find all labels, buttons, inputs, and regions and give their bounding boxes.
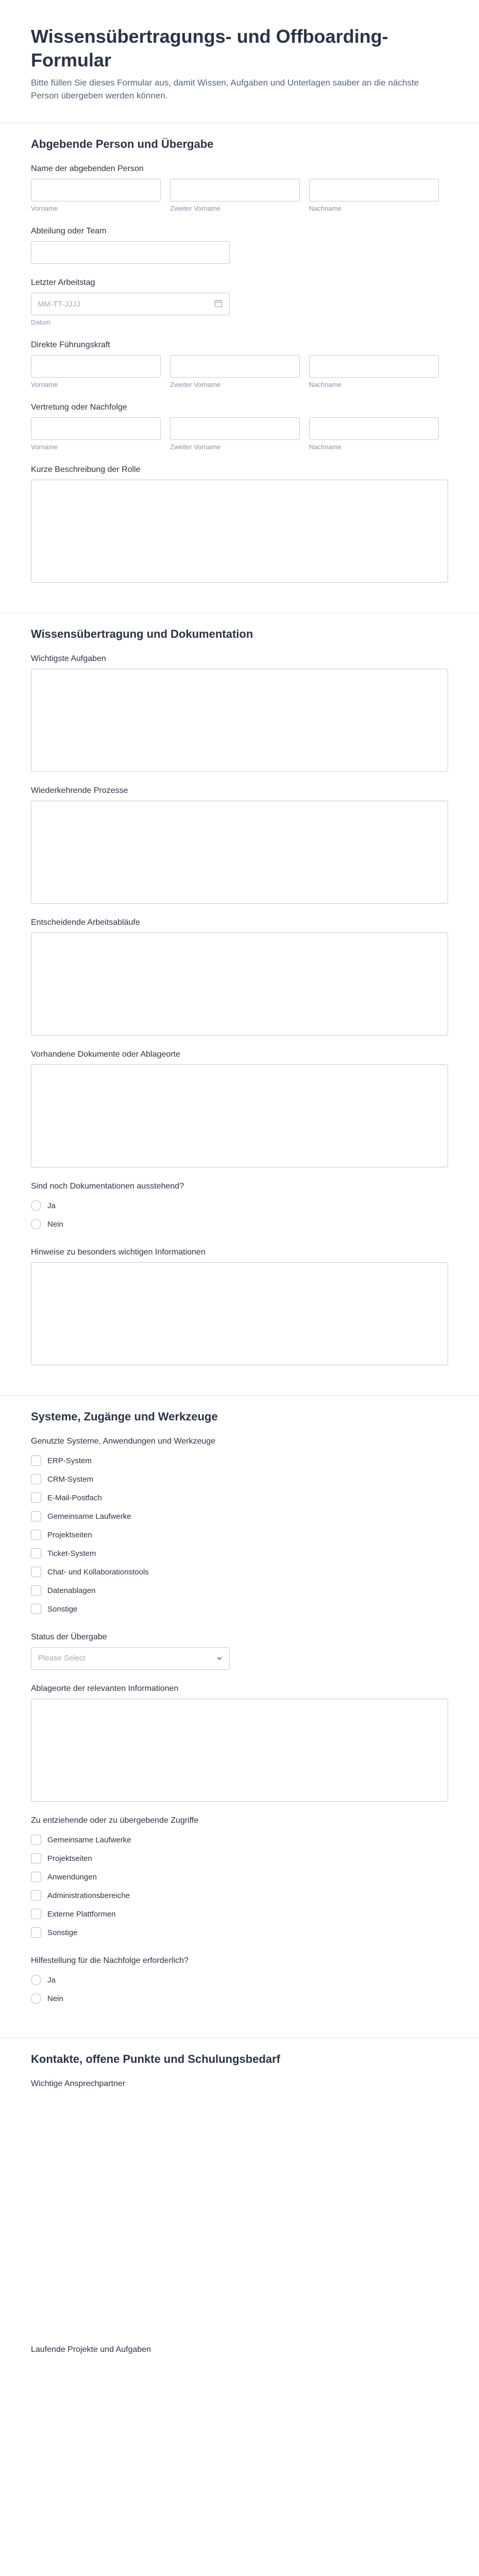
field-label: Vertretung oder Nachfolge xyxy=(31,403,127,412)
radio-button[interactable] xyxy=(31,1219,41,1229)
field-label: Status der Übergabe xyxy=(31,1633,107,1641)
field-label: Hinweise zu besonders wichtigen Informationen xyxy=(31,1248,206,1257)
department-field xyxy=(31,227,448,264)
field-label: Zu entziehende oder zu übergebende Zugriffe xyxy=(31,1816,199,1825)
checkbox[interactable] xyxy=(31,1585,41,1596)
status-field xyxy=(31,1633,448,1670)
first-name-input[interactable] xyxy=(31,179,161,201)
field-label: Kurze Beschreibung der Rolle xyxy=(31,465,141,474)
radio-button[interactable] xyxy=(31,1993,41,2004)
checkbox-option[interactable] xyxy=(31,1451,448,1470)
checkbox[interactable] xyxy=(31,1474,41,1484)
important-notes-textarea[interactable] xyxy=(31,1262,448,1365)
checkbox-option[interactable] xyxy=(31,1905,448,1923)
sublabel: Nachname xyxy=(309,205,341,212)
checkbox[interactable] xyxy=(31,1853,41,1863)
field-label: Wichtigste Aufgaben xyxy=(31,654,106,663)
section-systems xyxy=(0,1396,479,2038)
status-select-value: Please Select xyxy=(38,1654,85,1663)
checkbox[interactable] xyxy=(31,1567,41,1577)
checkbox[interactable] xyxy=(31,1530,41,1540)
form-header xyxy=(0,0,479,123)
option-label: Projektseiten xyxy=(47,1854,92,1863)
tasks-field xyxy=(31,654,448,772)
contacts-blank-area xyxy=(31,2094,448,2331)
last-day-input[interactable] xyxy=(31,293,230,315)
systems-checkbox-list xyxy=(31,1451,448,1618)
checkbox-option[interactable] xyxy=(31,1470,448,1488)
option-label: Sonstige xyxy=(47,1604,78,1614)
name-field xyxy=(31,164,448,212)
sublabel: Vorname xyxy=(31,381,58,388)
important-notes-field xyxy=(31,1248,448,1365)
checkbox-option[interactable] xyxy=(31,1600,448,1618)
field-label: Genutzte Systeme, Anwendungen und Werkzeuge xyxy=(31,1437,216,1446)
tasks-textarea[interactable] xyxy=(31,669,448,772)
pending-docs-field xyxy=(31,1182,448,1233)
section-knowledge xyxy=(0,613,479,1396)
checkbox[interactable] xyxy=(31,1511,41,1521)
option-label: Sonstige xyxy=(47,1928,78,1937)
section-title: Kontakte, offene Punkte und Schulungsbedarf xyxy=(31,2053,281,2065)
checkbox[interactable] xyxy=(31,1872,41,1882)
systems-field xyxy=(31,1437,448,1618)
successor-first-name-input[interactable] xyxy=(31,417,161,440)
checkbox[interactable] xyxy=(31,1455,41,1466)
option-label: Datenablagen xyxy=(47,1586,96,1595)
checkbox-option[interactable] xyxy=(31,1563,448,1581)
field-label: Entscheidende Arbeitsabläufe xyxy=(31,918,140,927)
option-label: Anwendungen xyxy=(47,1872,97,1882)
form-title: Wissensübertragungs- und Offboarding-Formular xyxy=(31,26,388,71)
last-name-input[interactable] xyxy=(309,179,439,201)
documents-field xyxy=(31,1050,448,1167)
workflows-textarea[interactable] xyxy=(31,933,448,1036)
successor-field xyxy=(31,403,448,451)
field-label: Laufende Projekte und Aufgaben xyxy=(31,2345,151,2354)
option-label: Gemeinsame Laufwerke xyxy=(47,1512,131,1521)
sublabel: Zweiter Vorname xyxy=(170,443,221,451)
middle-name-input[interactable] xyxy=(170,179,300,201)
option-label: Gemeinsame Laufwerke xyxy=(47,1835,131,1844)
option-label: ERP-System xyxy=(47,1456,92,1465)
sublabel: Nachname xyxy=(309,381,341,388)
storage-textarea[interactable] xyxy=(31,1699,448,1802)
sublabel: Zweiter Vorname xyxy=(170,205,221,212)
checkbox[interactable] xyxy=(31,1493,41,1503)
checkbox-option[interactable] xyxy=(31,1507,448,1526)
checkbox[interactable] xyxy=(31,1890,41,1901)
checkbox-option[interactable] xyxy=(31,1886,448,1905)
checkbox[interactable] xyxy=(31,1909,41,1919)
field-label: Abteilung oder Team xyxy=(31,227,107,235)
sublabel: Nachname xyxy=(309,443,341,451)
option-label: CRM-System xyxy=(47,1475,94,1484)
option-label: Externe Plattformen xyxy=(47,1909,116,1919)
option-label: Chat- und Kollaborationstools xyxy=(47,1567,149,1577)
field-label: Sind noch Dokumentationen ausstehend? xyxy=(31,1182,184,1191)
checkbox-option[interactable] xyxy=(31,1923,448,1942)
radio-option-yes[interactable] xyxy=(31,1971,448,1989)
section-title: Wissensübertragung und Dokumentation xyxy=(31,628,253,640)
manager-field xyxy=(31,341,448,388)
sublabel: Vorname xyxy=(31,443,58,451)
role-textarea[interactable] xyxy=(31,480,448,583)
manager-middle-name-input[interactable] xyxy=(170,355,300,378)
field-label: Direkte Führungskraft xyxy=(31,341,110,349)
checkbox[interactable] xyxy=(31,1604,41,1614)
field-label: Name der abgebenden Person xyxy=(31,164,144,173)
option-label: Ja xyxy=(47,1975,56,1985)
last-day-field xyxy=(31,278,448,326)
help-field xyxy=(31,1956,448,2008)
radio-option-no[interactable] xyxy=(31,1215,448,1233)
radio-button[interactable] xyxy=(31,1200,41,1211)
checkbox[interactable] xyxy=(31,1927,41,1938)
access-field xyxy=(31,1816,448,1942)
successor-last-name-input[interactable] xyxy=(309,417,439,440)
storage-field xyxy=(31,1684,448,1802)
checkbox-option[interactable] xyxy=(31,1526,448,1544)
manager-last-name-input[interactable] xyxy=(309,355,439,378)
workflows-field xyxy=(31,918,448,1036)
documents-textarea[interactable] xyxy=(31,1064,448,1167)
field-label: Hilfestellung für die Nachfolge erforderlich? xyxy=(31,1956,189,1965)
sublabel: Datum xyxy=(31,318,51,326)
radio-option-yes[interactable] xyxy=(31,1196,448,1215)
section-title: Systeme, Zugänge und Werkzeuge xyxy=(31,1410,218,1423)
processes-textarea[interactable] xyxy=(31,801,448,904)
contacts-field xyxy=(31,2079,448,2331)
section-title: Abgebende Person und Übergabe xyxy=(31,138,214,150)
checkbox[interactable] xyxy=(31,1835,41,1845)
section-handover xyxy=(0,123,479,613)
option-label: E-Mail-Postfach xyxy=(47,1493,102,1502)
option-label: Nein xyxy=(47,1994,63,2003)
field-label: Wiederkehrende Prozesse xyxy=(31,786,128,795)
projects-field xyxy=(31,2345,448,2576)
access-checkbox-list xyxy=(31,1831,448,1942)
successor-middle-name-input[interactable] xyxy=(170,417,300,440)
status-select[interactable] xyxy=(31,1647,230,1670)
section-contacts xyxy=(0,2038,479,2576)
checkbox-option[interactable] xyxy=(31,1831,448,1849)
department-input[interactable] xyxy=(31,241,230,264)
field-label: Vorhandene Dokumente oder Ablageorte xyxy=(31,1050,180,1059)
field-label: Letzter Arbeitstag xyxy=(31,278,95,287)
checkbox-option[interactable] xyxy=(31,1544,448,1563)
checkbox-option[interactable] xyxy=(31,1581,448,1600)
field-label: Ablageorte der relevanten Informationen xyxy=(31,1684,179,1693)
radio-option-no[interactable] xyxy=(31,1989,448,2008)
option-label: Ja xyxy=(47,1201,56,1210)
option-label: Nein xyxy=(47,1219,63,1229)
option-label: Projektseiten xyxy=(47,1530,92,1539)
projects-blank-area xyxy=(31,2360,448,2576)
sublabel: Vorname xyxy=(31,205,58,212)
manager-first-name-input[interactable] xyxy=(31,355,161,378)
sublabel: Zweiter Vorname xyxy=(170,381,221,388)
chevron-down-icon xyxy=(216,1655,223,1662)
checkbox-option[interactable] xyxy=(31,1849,448,1868)
checkbox[interactable] xyxy=(31,1548,41,1558)
checkbox-option[interactable] xyxy=(31,1488,448,1507)
role-field xyxy=(31,465,448,583)
checkbox-option[interactable] xyxy=(31,1868,448,1886)
form-subtitle: Bitte füllen Sie dieses Formular aus, damit Wissen, Aufgaben und Unterlagen sauber an die nächste Person übergeben werden können. xyxy=(31,78,419,100)
field-label: Wichtige Ansprechpartner xyxy=(31,2079,126,2088)
processes-field xyxy=(31,786,448,904)
option-label: Ticket-System xyxy=(47,1549,96,1558)
option-label: Administrationsbereiche xyxy=(47,1891,130,1900)
radio-button[interactable] xyxy=(31,1975,41,1985)
calendar-icon[interactable] xyxy=(214,299,223,308)
